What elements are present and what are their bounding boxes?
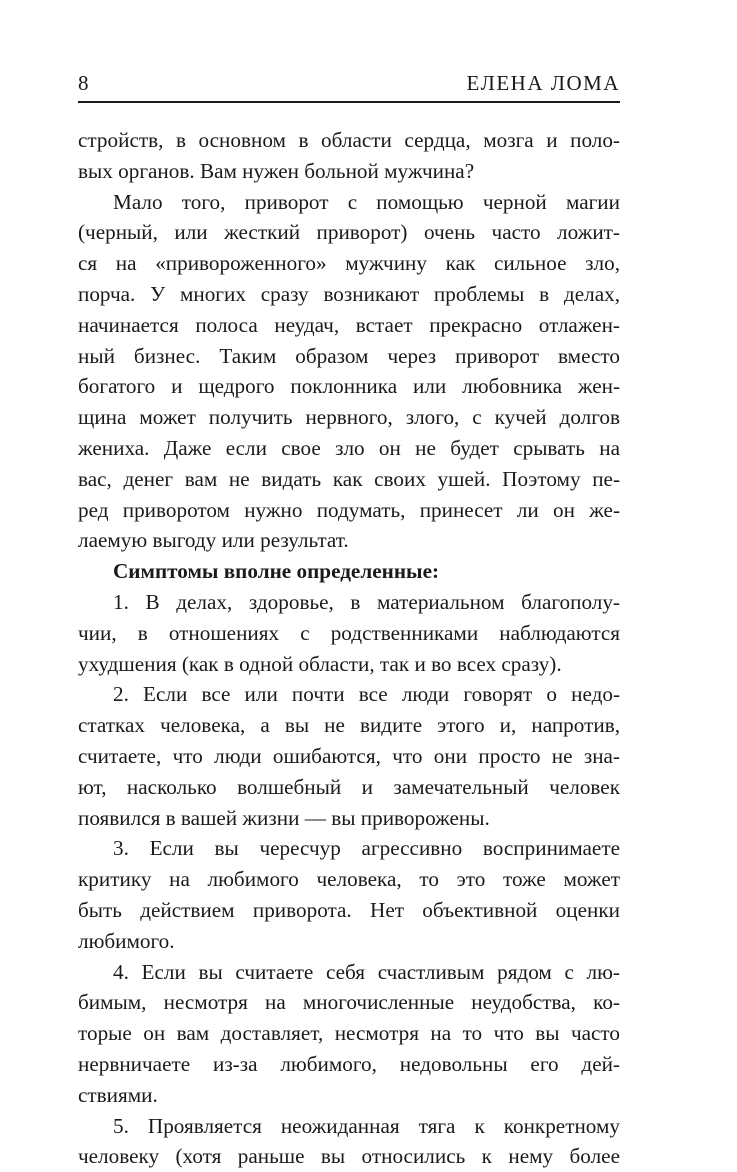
text-line: порча. У многих сразу возникают проблемы в делах, [78, 281, 620, 306]
section-heading: Симптомы вполне определенные: [113, 559, 440, 584]
text-line: ствиями. [78, 1082, 158, 1107]
running-head [78, 70, 620, 103]
page-number: 8 [78, 71, 89, 95]
text-line: ухудшения (как в одной области, так и во всех сразу). [78, 651, 562, 676]
text-line: 2. Если все или почти все люди говорят о недо- [113, 682, 620, 707]
text-line: вас, денег вам не видать как своих ушей. Поэтому пе- [78, 466, 620, 491]
text-line: 3. Если вы чересчур агрессивно воспринимаете [113, 836, 620, 861]
text-line: ный бизнес. Таким образом через приворот вместо [78, 343, 620, 368]
running-head-author: ЕЛЕНА ЛОМА [466, 71, 620, 95]
book-page [78, 70, 620, 1172]
text-line: (черный, или жесткий приворот) очень часто ложит- [78, 220, 620, 245]
text-line: ся на «привороженного» мужчину как сильное зло, [78, 251, 620, 276]
text-line: Мало того, приворот с помощью черной магии [113, 189, 620, 214]
text-line: жениха. Даже если свое зло он не будет срывать на [78, 435, 620, 460]
text-line: статках человека, а вы не видите этого и, напротив, [78, 713, 620, 738]
text-line: торые он вам доставляет, несмотря на то что вы часто [78, 1021, 620, 1046]
text-line: лаемую выгоду или результат. [78, 528, 349, 553]
text-line: 5. Проявляется неожиданная тяга к конкретному [113, 1113, 620, 1138]
text-line: вых органов. Вам нужен больной мужчина? [78, 158, 475, 183]
text-line: щина может получить нервного, злого, с кучей долгов [78, 405, 620, 430]
text-line: ред приворотом нужно подумать, принесет ли он же- [78, 497, 620, 522]
text-line: богатого и щедрого поклонника или любовника жен- [78, 374, 620, 399]
text-line: нервничаете из-за любимого, недовольны его дей- [78, 1051, 620, 1076]
text-line: ют, насколько волшебный и замечательный человек [78, 774, 620, 799]
text-line: начинается полоса неудач, встает прекрасно отлажен- [78, 312, 620, 337]
text-line: любимого. [78, 928, 175, 953]
text-line: 4. Если вы считаете себя счастливым рядом с лю- [113, 959, 620, 984]
text-line: чии, в отношениях с родственниками наблюдаются [78, 620, 620, 645]
text-line: быть действием приворота. Нет объективной оценки [78, 897, 620, 922]
body-text [78, 125, 620, 1172]
text-line: появился в вашей жизни — вы приворожены. [78, 805, 490, 830]
text-line: бимым, несмотря на многочисленные неудобства, ко- [78, 990, 620, 1015]
text-line: человеку (хотя раньше вы относились к нему более [78, 1144, 620, 1169]
text-line: стройств, в основном в области сердца, мозга и поло- [78, 128, 620, 152]
text-line: критику на любимого человека, то это тоже может [78, 867, 620, 892]
text-line: 1. В делах, здоровье, в материальном благополу- [113, 589, 620, 614]
text-line: считаете, что люди ошибаются, что они просто не зна- [78, 743, 620, 768]
